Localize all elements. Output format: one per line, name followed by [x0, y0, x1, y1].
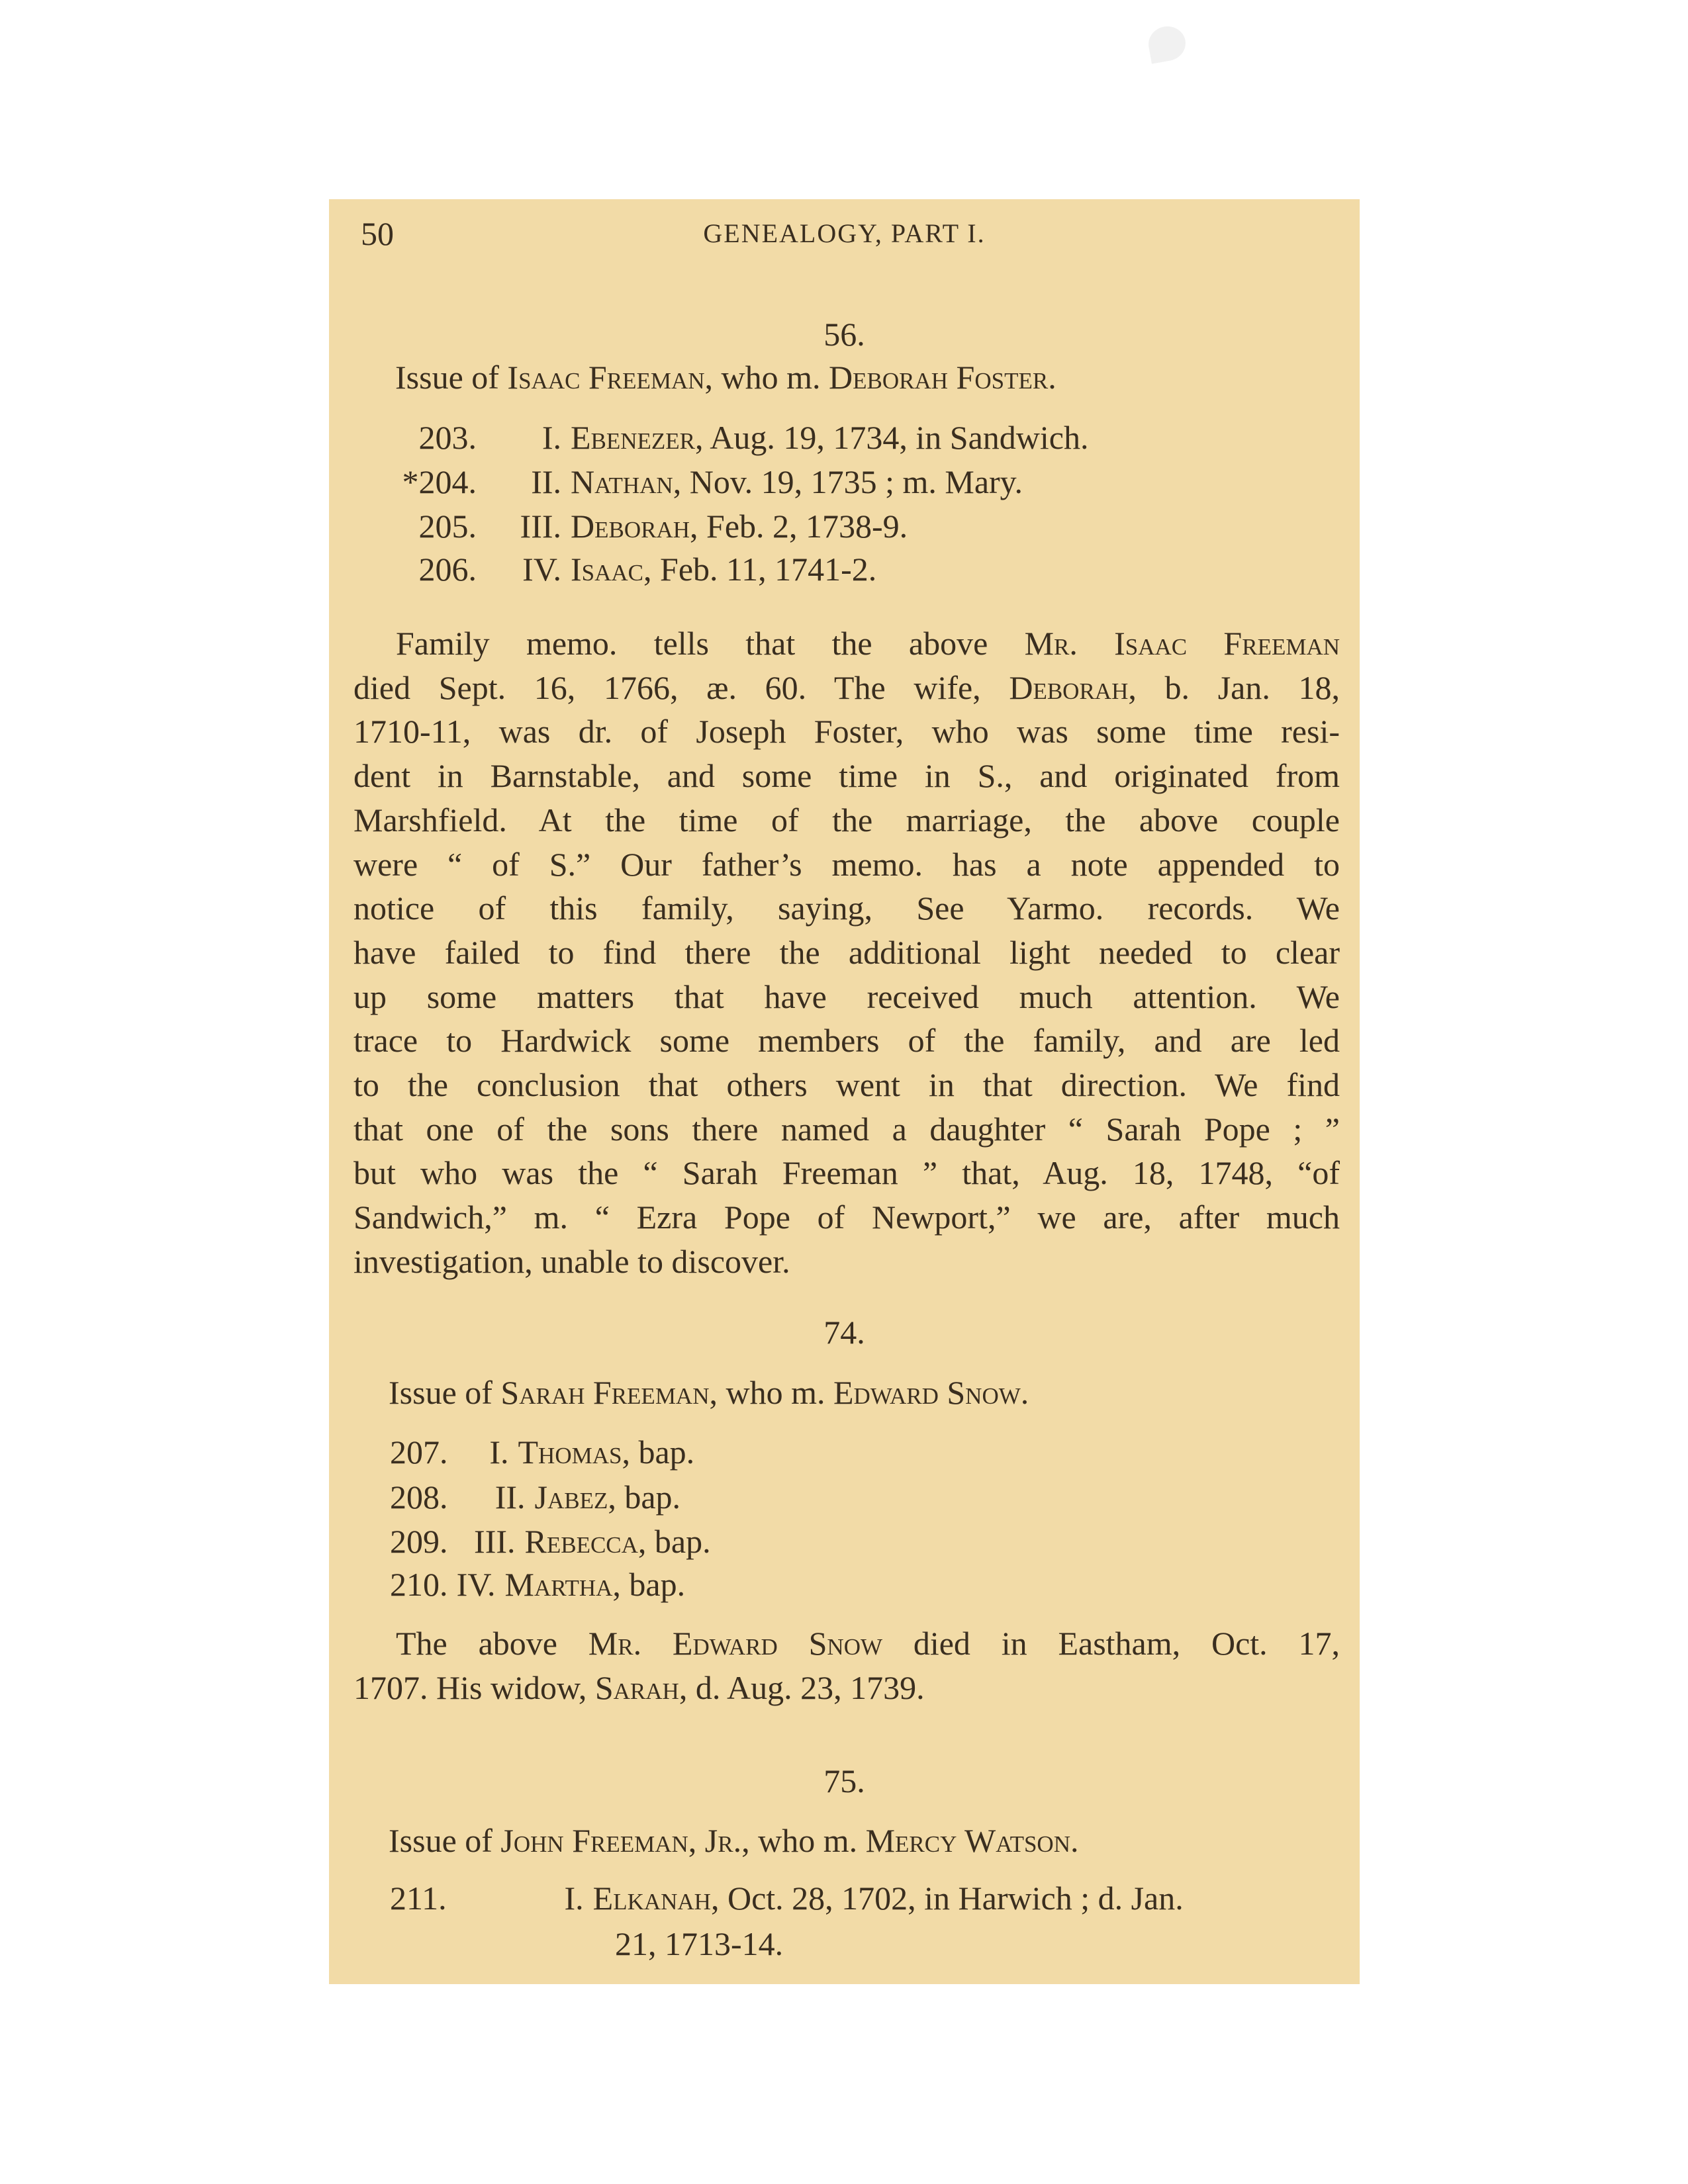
roman-numeral: II. — [531, 463, 561, 500]
paragraph-line — [353, 1197, 1340, 1237]
paragraph-line — [353, 933, 1340, 972]
text-run: , Aug. 19, 1734, in Sandwich. — [695, 419, 1089, 456]
text-run: to the conclusion that — [353, 1066, 727, 1103]
text-run: John Freeman, Jr. — [500, 1822, 742, 1859]
entry-number: 206. — [418, 551, 477, 588]
child-entry — [329, 418, 1088, 457]
text-run: Issue of — [389, 1374, 501, 1411]
section-number: 56. — [823, 316, 865, 353]
entry-text — [571, 551, 876, 588]
entry-number: 209. — [390, 1523, 448, 1560]
text-run: Deborah — [571, 508, 690, 545]
issue-heading — [389, 1821, 1078, 1860]
entry-number: 211. — [390, 1880, 447, 1917]
page-number: 50 — [361, 215, 394, 252]
text-run: some — [659, 1022, 730, 1060]
text-run: , who m. — [709, 1374, 833, 1411]
text-run: . — [1020, 1374, 1029, 1411]
entry-text — [535, 1479, 681, 1516]
entry-text — [525, 1523, 711, 1560]
paragraph-line — [353, 1021, 1340, 1060]
section-number: 75. — [823, 1762, 865, 1799]
text-run: but who was the “ Sarah Freeman ” that, Aug. 18, 1748, “of — [353, 1154, 1340, 1192]
entry-continuation: 21, 1713-14. — [615, 1925, 784, 1962]
issue-heading — [389, 1373, 1029, 1412]
text-run: , who m. — [704, 359, 829, 396]
text-run: up some matters that have received much attention. We — [353, 978, 1340, 1015]
text-run: Sarah Freeman — [500, 1374, 710, 1411]
text-run: Rebecca — [524, 1523, 638, 1560]
text-run: , Feb. 11, 1741-2. — [643, 551, 877, 588]
paragraph-line — [353, 756, 1340, 796]
paragraph-line — [353, 1109, 1340, 1149]
entry-text — [571, 463, 1023, 500]
text-run: , bap. — [637, 1523, 711, 1560]
text-run: Marshfield. At the time of the marriage, the above couple — [353, 801, 1340, 839]
entry-number: 208. — [390, 1479, 448, 1516]
text-run: Isaac Freeman — [507, 359, 705, 396]
roman-numeral: III. — [474, 1523, 516, 1560]
text-run: . — [1014, 463, 1023, 500]
paragraph-line — [353, 977, 1340, 1017]
child-entry — [390, 1522, 711, 1561]
text-run: Deborah — [1009, 668, 1129, 706]
watermark-leaf-icon — [1146, 24, 1188, 64]
text-run: Deborah Foster — [829, 359, 1049, 396]
text-run: Mary — [945, 463, 1015, 500]
text-run: died in Eastham, Oct. 17, — [882, 1625, 1340, 1662]
roman-numeral: I. — [489, 1433, 509, 1471]
text-run: have failed to find there the additional light needed to clear — [353, 933, 1340, 971]
text-run: , bap. — [622, 1433, 695, 1471]
text-run: . — [1070, 1822, 1079, 1859]
roman-numeral: II. — [494, 1479, 526, 1516]
text-run: others — [726, 1066, 808, 1103]
text-run: Sarah — [594, 1669, 679, 1706]
text-run: 1707. His widow, — [353, 1669, 595, 1706]
paragraph-line — [353, 623, 1340, 663]
text-run: members of the family, and are led — [729, 1022, 1340, 1060]
roman-numeral: IV. — [522, 551, 561, 588]
paragraph-line — [353, 668, 1340, 707]
text-run: Isaac — [571, 551, 644, 588]
text-run: Mr. Isaac Freeman — [1024, 625, 1340, 662]
child-entry — [329, 462, 1023, 502]
text-run: were “ of S.” Our father’s memo. has a note appended to — [353, 845, 1340, 883]
section-number: 74. — [823, 1314, 865, 1351]
child-entry — [390, 1432, 694, 1472]
roman-numeral: IV. — [456, 1566, 496, 1603]
child-entry — [329, 506, 908, 546]
entry-text — [518, 1433, 695, 1471]
paragraph-line — [353, 844, 1340, 884]
text-run: Thomas — [518, 1433, 622, 1471]
entry-text — [593, 1880, 1184, 1917]
text-run: , bap. — [608, 1479, 681, 1516]
text-run: , Nov. 19, 1735 ; m. — [673, 463, 945, 500]
child-entry — [390, 1565, 685, 1604]
child-entry — [390, 1878, 1184, 1918]
entry-number: 203. — [418, 419, 477, 456]
text-run: , d. Aug. 23, 1739. — [679, 1669, 925, 1706]
text-run: , who m. — [741, 1822, 866, 1859]
text-run: Family memo. tells that the above — [396, 625, 1025, 662]
roman-numeral: III. — [520, 508, 561, 545]
paragraph-line — [353, 888, 1340, 928]
running-title: GENEALOGY, PART I. — [703, 218, 986, 248]
text-run: died Sept. 16, 1766, æ. 60. The wife, — [353, 668, 1009, 706]
text-run: 1710-11, was dr. of Joseph Foster, who was some time resi- — [353, 713, 1340, 751]
text-run: Edward Snow — [833, 1374, 1021, 1411]
issue-heading — [395, 357, 1056, 397]
roman-numeral: I. — [541, 419, 561, 456]
text-run: Issue of — [395, 359, 508, 396]
paragraph-line — [353, 1623, 1340, 1663]
text-run: See Yarmo. records. — [916, 889, 1254, 927]
text-run: , Oct. 28, 1702, in Harwich ; d. Jan. — [710, 1880, 1184, 1917]
entry-number: 207. — [390, 1433, 448, 1471]
paragraph-line — [353, 800, 1340, 840]
text-run: The above — [396, 1625, 588, 1662]
entry-number: *204. — [402, 463, 477, 500]
entry-number: 205. — [418, 508, 477, 545]
text-run: Mr. Edward Snow — [588, 1625, 883, 1662]
text-run: Mercy Watson — [865, 1822, 1070, 1859]
entry-number: 210. — [390, 1566, 448, 1603]
text-run: . — [1048, 359, 1056, 396]
entry-text — [571, 419, 1088, 456]
text-run: Ebenezer — [571, 419, 696, 456]
paragraph-line — [353, 1065, 1340, 1105]
text-run: , bap. — [612, 1566, 686, 1603]
text-run: Nathan — [571, 463, 673, 500]
child-entry — [390, 1477, 680, 1517]
text-run: investigation, unable to discover. — [353, 1242, 790, 1280]
paragraph-line — [353, 1153, 1340, 1193]
text-run: that one of the sons there named a daughter “ Sarah Pope ; ” — [353, 1110, 1340, 1148]
roman-numeral: I. — [564, 1880, 584, 1917]
text-run: We — [1253, 889, 1340, 927]
paragraph-line — [353, 711, 1340, 751]
text-run: Jabez — [534, 1479, 608, 1516]
entry-text — [571, 508, 908, 545]
text-run: , Feb. 2, 1738-9. — [690, 508, 908, 545]
text-run: Martha — [504, 1566, 613, 1603]
entry-text — [505, 1566, 686, 1603]
child-entry — [329, 549, 876, 589]
book-page — [329, 199, 1360, 1984]
text-run: went in that direction. We find — [807, 1066, 1340, 1103]
text-run: Sandwich,” m. “ Ezra Pope of Newport,” we are, after much — [353, 1199, 1340, 1236]
text-run: dent in Barnstable, and some time in S., and originated from — [353, 757, 1340, 795]
text-run: trace to Hardwick — [353, 1022, 660, 1060]
text-run: Elkanah — [592, 1880, 711, 1917]
text-run: notice of this family, saying, — [353, 889, 917, 927]
paragraph-line — [353, 1242, 1340, 1281]
paragraph-line — [353, 1668, 1340, 1707]
text-run: , b. Jan. 18, — [1128, 668, 1340, 706]
text-run: Issue of — [389, 1822, 501, 1859]
